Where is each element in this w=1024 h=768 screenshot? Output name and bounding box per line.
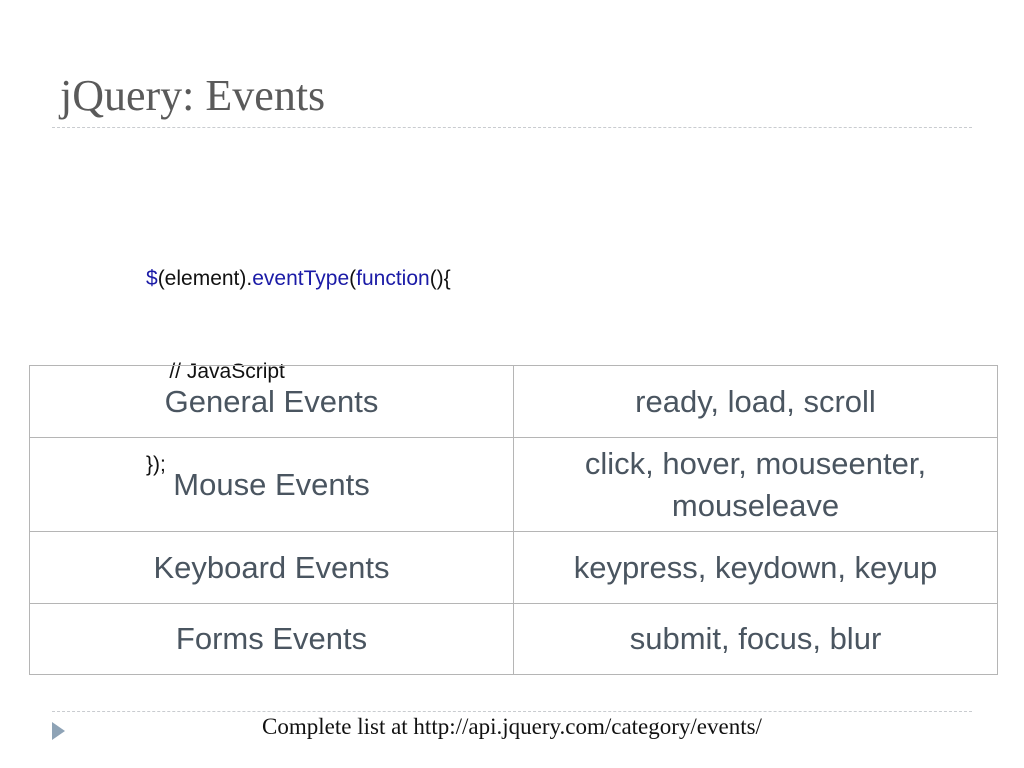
event-list-cell: keypress, keydown, keyup — [514, 532, 998, 604]
table-row — [30, 438, 998, 532]
code-function-rest: (){ — [429, 267, 451, 290]
table-row — [30, 532, 998, 604]
event-category-cell: General Events — [30, 366, 514, 438]
code-function-keyword: function — [356, 267, 430, 290]
title-divider — [52, 127, 972, 128]
table-row — [30, 604, 998, 675]
event-category-cell: Keyboard Events — [30, 532, 514, 604]
code-comment: // JavaScript — [169, 360, 285, 383]
slide-title: jQuery: Events — [60, 71, 326, 120]
table-row — [30, 366, 998, 438]
footer-note: Complete list at http://api.jquery.com/category/events/ — [262, 714, 762, 739]
code-dollar: $ — [146, 267, 158, 290]
code-element-selector: (element). — [157, 267, 253, 290]
event-category-cell: Forms Events — [30, 604, 514, 675]
event-list-cell: ready, load, scroll — [514, 366, 998, 438]
event-category-cell: Mouse Events — [30, 438, 514, 532]
code-event-type: eventType — [252, 267, 350, 290]
events-table — [29, 365, 998, 675]
code-closing: }); — [146, 453, 166, 476]
event-list-cell: click, hover, mouseenter, mouseleave — [514, 438, 998, 532]
code-line-1 — [146, 263, 451, 294]
code-paren-open: ( — [349, 267, 357, 290]
event-list-cell: submit, focus, blur — [514, 604, 998, 675]
